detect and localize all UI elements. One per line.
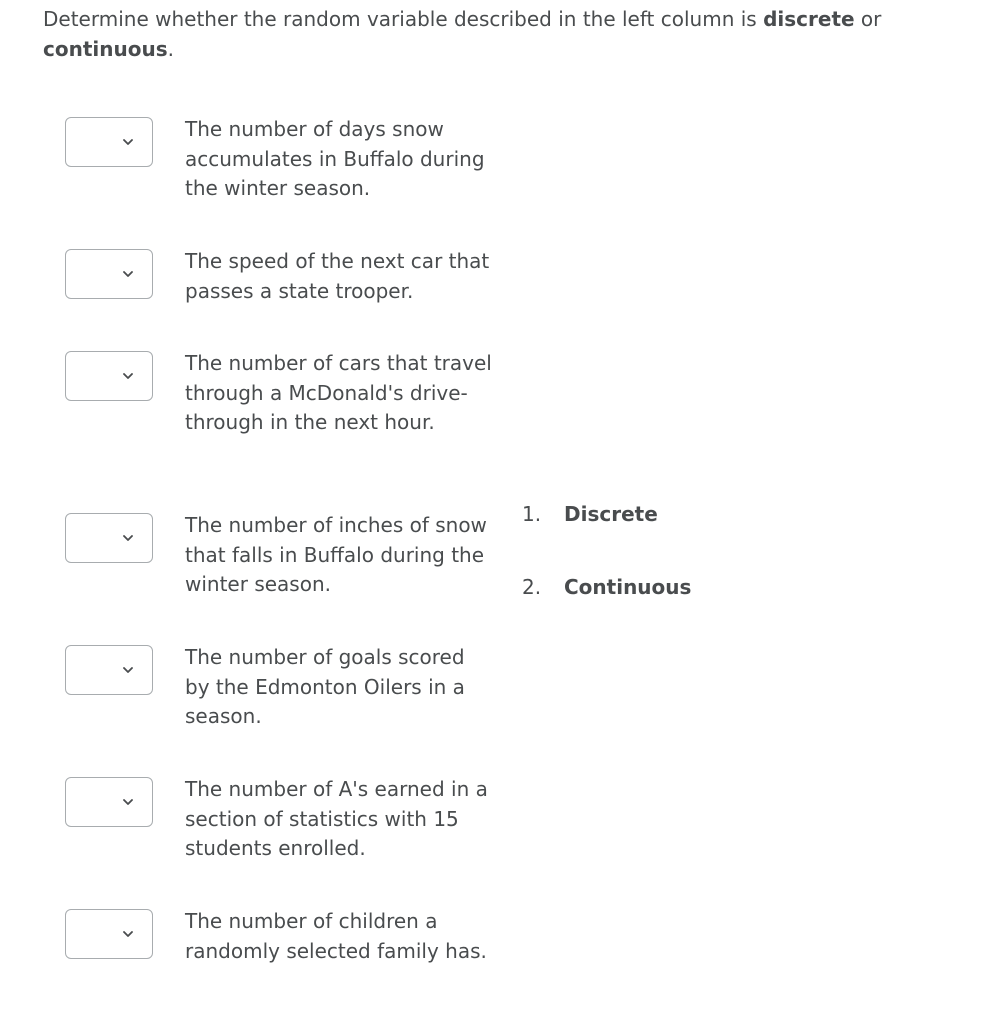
prompt-keyword-discrete: discrete — [763, 7, 855, 31]
variable-description: The number of children a randomly selected family has. — [185, 909, 487, 963]
answer-dropdown-1[interactable] — [65, 117, 153, 167]
chevron-down-icon — [123, 533, 133, 543]
option-number: 1. — [522, 502, 542, 526]
question-prompt — [43, 4, 973, 64]
option-label: Discrete — [564, 502, 658, 526]
answer-dropdown-5[interactable] — [65, 645, 153, 695]
prompt-text-before: Determine whether the random variable described in the left column is — [43, 7, 764, 31]
prompt-text-after: . — [167, 37, 174, 61]
variable-description: The number of cars that travel through a McDonald's drive-through in the next hour. — [185, 351, 492, 434]
option-item — [522, 502, 658, 526]
variable-description: The number of days snow accumulates in Buffalo during the winter season. — [185, 117, 485, 200]
answer-dropdown-3[interactable] — [65, 351, 153, 401]
chevron-down-icon — [123, 665, 133, 675]
prompt-text-middle: or — [854, 7, 882, 31]
variable-description: The number of goals scored by the Edmonton Oilers in a season. — [185, 645, 465, 728]
answer-dropdown-4[interactable] — [65, 513, 153, 563]
chevron-down-icon — [123, 137, 133, 147]
option-number: 2. — [522, 575, 542, 599]
option-label: Continuous — [564, 575, 692, 599]
chevron-down-icon — [123, 797, 133, 807]
option-item — [522, 575, 691, 599]
chevron-down-icon — [123, 269, 133, 279]
variable-description: The number of inches of snow that falls in Buffalo during the winter season. — [185, 513, 487, 596]
chevron-down-icon — [123, 371, 133, 381]
answer-dropdown-7[interactable] — [65, 909, 153, 959]
prompt-keyword-continuous: continuous — [43, 37, 168, 61]
variable-description: The speed of the next car that passes a state trooper. — [185, 249, 490, 303]
chevron-down-icon — [123, 929, 133, 939]
variable-description: The number of A's earned in a section of statistics with 15 students enrolled. — [185, 777, 488, 860]
answer-dropdown-2[interactable] — [65, 249, 153, 299]
answer-dropdown-6[interactable] — [65, 777, 153, 827]
